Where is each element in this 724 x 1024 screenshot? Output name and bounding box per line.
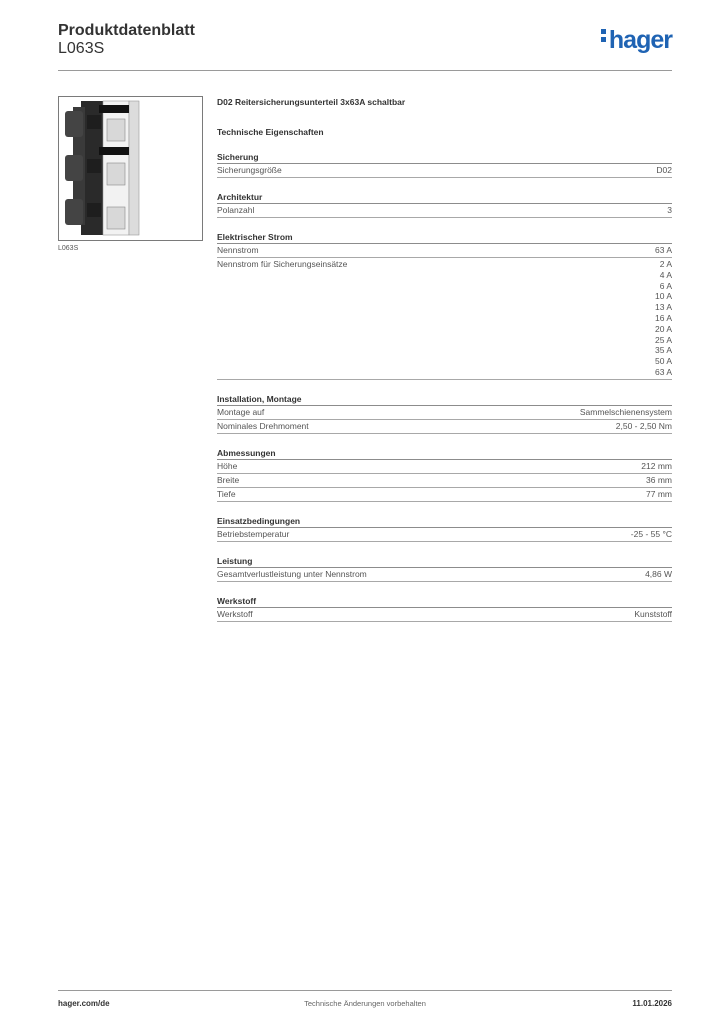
section-title: Abmessungen [217,447,672,460]
property-label: Montage auf [217,406,265,417]
property-value: 4,86 W [645,568,672,579]
property-row [217,258,672,380]
footer-notice: Technische Änderungen vorbehalten [304,999,426,1008]
property-value: 2,50 - 2,50 Nm [615,420,672,431]
section-abmessungen [217,447,672,502]
property-label: Gesamtverlustleistung unter Nennstrom [217,568,367,579]
property-row [217,488,672,502]
property-value-list [655,259,672,378]
property-row [217,420,672,434]
property-label: Werkstoff [217,608,253,619]
property-row [217,164,672,178]
property-value: 3 [667,205,672,215]
property-row [217,406,672,420]
section-installation-montage [217,393,672,434]
property-row [217,608,672,622]
list-value: 6 A [659,280,672,291]
property-label: Tiefe [217,488,236,499]
section-leistung [217,555,672,582]
property-label: Betriebstemperatur [217,528,290,539]
list-value: 20 A [654,323,672,334]
list-value: 13 A [654,302,672,313]
section-werkstoff [217,595,672,622]
property-value: -25 - 55 °C [630,528,672,539]
property-label: Polanzahl [217,205,255,215]
section-title: Einsatzbedingungen [217,515,672,528]
section-title: Elektrischer Strom [217,231,672,244]
property-label: Höhe [217,460,238,471]
logo-text: hager [608,26,672,54]
property-value: 63 A [654,245,672,255]
product-name: D02 Reitersicherungsunterteil 3x63A schaltbar [217,97,406,107]
list-value: 25 A [654,334,672,345]
property-value: 212 mm [641,460,672,471]
logo-dots-icon [601,29,607,45]
list-value: 4 A [659,269,672,280]
fuse-base-illustration [59,97,202,240]
section-title: Werkstoff [217,595,672,608]
property-value: D02 [656,165,672,175]
property-label: Sicherungsgröße [217,165,282,175]
list-value: 35 A [654,345,672,356]
section-elektrischer-strom [217,231,672,380]
list-value: 63 A [654,366,672,377]
technical-properties-heading: Technische Eigenschaften [217,127,324,137]
page-footer [58,990,672,1015]
property-label: Nennstrom für Sicherungseinsätze [217,259,348,269]
property-row [217,460,672,474]
section-architektur [217,191,672,218]
property-label: Nominales Drehmoment [217,420,309,431]
section-sicherung [217,151,672,178]
property-row [217,204,672,218]
property-row [217,528,672,542]
list-value: 2 A [659,259,672,269]
property-row [217,568,672,582]
property-value: 77 mm [646,488,672,499]
section-einsatzbedingungen [217,515,672,542]
list-value: 10 A [654,291,672,302]
image-caption: L063S [58,245,79,252]
section-title: Sicherung [217,151,672,164]
footer-date: 11.01.2026 [632,999,672,1008]
section-title: Architektur [217,191,672,204]
property-value: 36 mm [646,474,672,485]
hager-logo [601,26,672,55]
property-label: Breite [217,474,240,485]
property-value: Sammelschienensystem [579,406,672,417]
datasheet-content [217,96,672,622]
footer-website-link[interactable]: hager.com/de [58,999,110,1008]
property-label: Nennstrom [217,245,259,255]
product-image [58,96,203,241]
document-title: Produktdatenblatt [58,22,195,39]
page-header [58,20,672,71]
section-title: Leistung [217,555,672,568]
section-title: Installation, Montage [217,393,672,406]
property-row [217,474,672,488]
property-value: Kunststoff [634,608,672,619]
property-row [217,244,672,258]
list-value: 16 A [654,312,672,323]
product-code: L063S [58,40,105,57]
list-value: 50 A [654,356,672,367]
